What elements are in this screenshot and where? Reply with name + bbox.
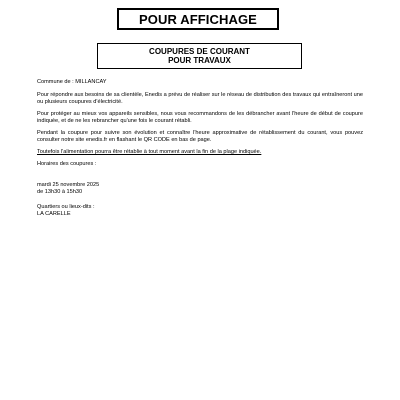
paragraph-protection: Pour protéger au mieux vos appareils sensibles, nous vous recommandons de les débrancher avant l'heure de début de coupure indiquée, et de ne les rebrancher qu'une fois le courant rétabli. <box>37 111 363 124</box>
schedule-slot <box>37 182 363 196</box>
commune-line: Commune de : MILLANCAY <box>37 79 107 85</box>
notice-title-line2: POUR TRAVAUX <box>168 56 231 65</box>
locations-label: Quartiers ou lieux-dits : <box>37 204 95 210</box>
notice-content <box>37 79 363 218</box>
schedule-time: de 13h30 à 15h30 <box>37 189 83 195</box>
location-item: LA CARELLE <box>37 211 71 217</box>
paragraph-followup: Pendant la coupure pour suivre son évolution et connaître l'heure approximative de rétablissement du courant, vous pouvez consulter notre site enedis.fr en flashant le QR CODE en bas de page. <box>37 130 363 143</box>
schedule-date: mardi 25 novembre 2025 <box>37 182 100 188</box>
locations-block <box>37 204 363 218</box>
page-header <box>117 8 279 30</box>
paragraph-works: Pour répondre aux besoins de sa clientèle, Enedis a prévu de réaliser sur le réseau de distribution des travaux qui entraîneront une ou plusieurs coupures d'électricité. <box>37 92 363 105</box>
page-header-title: POUR AFFICHAGE <box>139 11 257 27</box>
notice-title-box <box>97 43 302 69</box>
schedule-label: Horaires des coupures : <box>37 161 97 167</box>
warning-text: Toutefois l'alimentation pourra être rétablie à tout moment avant la fin de la plage indiquée. <box>37 149 262 155</box>
notice-title-line1: COUPURES DE COURANT <box>149 47 250 56</box>
